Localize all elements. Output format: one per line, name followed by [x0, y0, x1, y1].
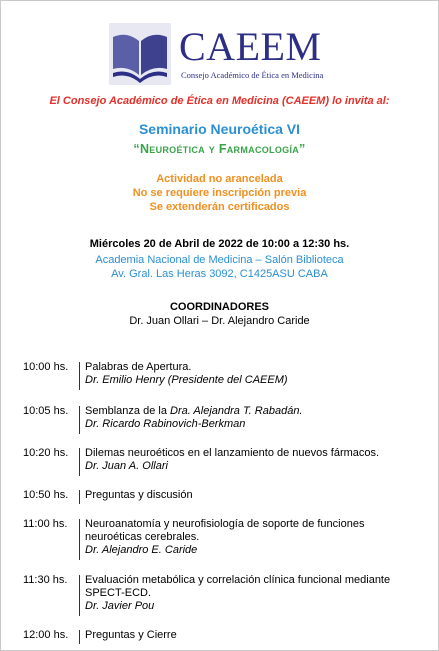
logo-subtitle: Consejo Académico de Ética en Medicina	[181, 70, 324, 80]
program-divider	[79, 406, 80, 434]
program-speaker: Dr. Alejandro E. Caride	[85, 544, 198, 556]
place-venue: Academia Nacional de Medicina – Salón Biblioteca	[95, 254, 344, 266]
program-divider	[79, 575, 80, 616]
program-time: 10:20 hs.	[23, 447, 69, 459]
program-divider	[79, 362, 80, 390]
program-description	[85, 574, 425, 613]
program-line: Preguntas y Cierre	[85, 629, 177, 641]
program-time: 11:30 hs.	[23, 574, 68, 586]
program-description	[85, 489, 425, 502]
program-speaker: Dr. Emilio Henry (Presidente del CAEEM)	[85, 374, 288, 386]
note-registration: No se requiere inscripción previa	[132, 187, 307, 199]
program-line: neuroéticas cerebrales.	[85, 531, 200, 543]
program-divider	[79, 519, 80, 560]
place-address: Av. Gral. Las Heras 3092, C1425ASU CABA	[111, 268, 328, 280]
program-description	[85, 629, 425, 642]
note-fee: Actividad no arancelada	[156, 173, 283, 185]
program-time: 10:00 hs.	[23, 361, 69, 373]
program-description	[85, 361, 425, 387]
program-time: 10:50 hs.	[23, 489, 69, 501]
event-notes	[1, 172, 438, 214]
invitation-line: El Consejo Académico de Ética en Medicina (CAEEM) lo invita al:	[49, 95, 390, 107]
program-line: SPECT-ECD.	[85, 587, 152, 599]
program-description	[85, 405, 425, 431]
coordinators-names: Dr. Juan Ollari – Dr. Alejandro Caride	[129, 315, 310, 327]
seminar-subtitle: “Neuroética y Farmacología”	[133, 142, 306, 156]
logo-name: CAEEM	[179, 24, 322, 69]
program-line: Neuroanatomía y neurofisiología de soporte de funciones	[85, 518, 365, 530]
program-line: Dilemas neuroéticos en el lanzamiento de nuevos fármacos.	[85, 447, 380, 459]
program-line	[85, 405, 425, 418]
program-time: 11:00 hs.	[23, 518, 68, 530]
program-line: Preguntas y discusión	[85, 489, 193, 501]
program-speaker: Dr. Juan A. Ollari	[85, 460, 168, 472]
program-line: Palabras de Apertura.	[85, 361, 192, 373]
program-description	[85, 518, 425, 557]
note-certificates: Se extenderán certificados	[149, 201, 290, 213]
program-speaker: Dr. Ricardo Rabinovich-Berkman	[85, 418, 246, 430]
coordinators-heading: COORDINADORES	[169, 301, 269, 313]
program-divider	[79, 448, 80, 476]
program-divider	[79, 630, 80, 644]
open-book-icon	[109, 23, 171, 85]
program-divider	[79, 490, 80, 504]
event-date: Miércoles 20 de Abril de 2022 de 10:00 a 12:30 hs.	[89, 238, 350, 250]
program-speaker: Dr. Javier Pou	[85, 600, 155, 612]
program-line-text: Semblanza de la	[85, 405, 170, 417]
program-time: 12:00 hs.	[23, 629, 69, 641]
event-place	[1, 253, 438, 281]
program-honoree: Dra. Alejandra T. Rabadán.	[170, 405, 303, 417]
seminar-title: Seminario Neuroética VI	[138, 121, 301, 137]
caeem-logo	[109, 23, 341, 85]
program-time: 10:05 hs.	[23, 405, 69, 417]
program-line: Evaluación metabólica y correlación clínica funcional mediante	[85, 574, 391, 586]
program-description	[85, 447, 425, 473]
